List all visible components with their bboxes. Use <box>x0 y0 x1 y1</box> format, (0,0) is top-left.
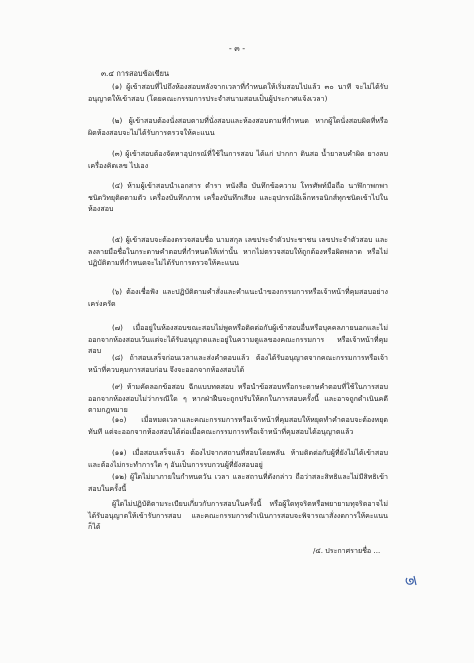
rule-item: (๑๒) ผู้ใดไม่มาภายในกำหนดวัน เวลา และสถานที่ดังกล่าว ถือว่าสละสิทธิและไม่มีสิทธิเข้าสอบในครั้งนี้ <box>88 472 388 493</box>
rule-item: (๑๐) เมื่อหมดเวลาและคณะกรรมการหรือเจ้าหน้าที่คุมสอบให้หยุดทำคำตอบจะต้องหยุดทันที แต่จะออกจากห้องสอบได้ต่อเมื่อคณะกรรมการหรือเจ้าหน้าที่คุมสอบได้อนุญาตแล้ว <box>88 415 388 436</box>
rule-item: (๘) ถ้าสอบเสร็จก่อนเวลาและส่งคำตอบแล้ว ต้องได้รับอนุญาตจากคณะกรรมการหรือเจ้าหน้าที่ควบคุมการสอบก่อน จึงจะออกจากห้องสอบได้ <box>88 353 388 374</box>
rule-item: (๔) ห้ามผู้เข้าสอบนำเอกสาร ตำรา หนังสือ บันทึกข้อความ โทรศัพท์มือถือ นาฬิกาพกพาชนิดวิทยุติดตามตัว เครื่องบันทึกภาพ เครื่องบันทึกเสียง และอุปกรณ์อิเล็กทรอนิกส์ทุกชนิดเข้าไปในห้องสอบ <box>88 181 388 214</box>
rule-item: (๑) ผู้เข้าสอบที่ไปถึงห้องสอบหลังจากเวลาที่กำหนดให้เริ่มสอบไปแล้ว ๓๐ นาที จะไม่ได้รับอนุญาตให้เข้าสอบ (โดยคณะกรรมการประจำสนามสอบเป็นผู้ประกาศแจ้งเวลา) <box>88 82 388 103</box>
continuation-note: /๔. ประกาศรายชื่อ ... <box>313 546 381 555</box>
closing-note: ผู้ใดไม่ปฏิบัติตามระเบียบเกี่ยวกับการสอบในครั้งนี้ หรือผู้ใดทุจริตหรือพยายามทุจริตอาจไม่ได้รับอนุญาตให้เข้ารับการสอบ และคณะกรรมการดำเนินการสอบจะพิจารณาสั่งงดการให้คะแนนก็ได้ <box>88 499 388 532</box>
rule-item: (๗) เมื่ออยู่ในห้องสอบขณะสอบไม่พูดหรือติดต่อกับผู้เข้าสอบอื่นหรือบุคคลภายนอกและไม่ออกจากห้องสอบเว้นแต่จะได้รับอนุญาตและอยู่ในความดูแลของคณะกรรมการ หรือเจ้าหน้าที่คุมสอบ <box>88 323 388 356</box>
rule-item: (๕) ผู้เข้าสอบจะต้องตรวจสอบชื่อ นามสกุล เลขประจำตัวประชาชน เลขประจำตัวสอบ และลงลายมือชื่อในกระดาษคำตอบที่กำหนดให้เท่านั้น หากไม่ตรวจสอบให้ถูกต้องหรือผิดพลาด หรือไม่ปฏิบัติตามที่กำหนดจะไม่ได้รับการตรวจให้คะแนน <box>88 235 388 268</box>
signature-mark <box>402 573 420 589</box>
rule-item: (๑๑) เมื่อสอบเสร็จแล้ว ต้องไปจากสถานที่สอบโดยพลัน ห้ามติดต่อกับผู้ที่ยังไม่ได้เข้าสอบและต้องไม่กระทำการใด ๆ อันเป็นการรบกวนผู้ที่ยังสอบอยู่ <box>88 448 388 469</box>
rule-item: (๒) ผู้เข้าสอบต้องนั่งสอบตามที่นั่งสอบและห้องสอบตามที่กำหนด หากผู้ใดนั่งสอบผิดที่หรือผิดห้องสอบจะไม่ได้รับการตรวจให้คะแนน <box>88 116 388 137</box>
rule-item: (๓) ผู้เข้าสอบต้องจัดหาอุปกรณ์ที่ใช้ในการสอบ ได้แก่ ปากกา ดินสอ น้ำยาลบคำผิด ยางลบ เครื่องคิดเลข ไปเอง <box>88 149 388 170</box>
rule-item: (๖) ต้องเชื่อฟัง และปฏิบัติตามคำสั่งและคำแนะนำของกรรมการหรือเจ้าหน้าที่คุมสอบอย่างเคร่งครัด <box>88 287 388 308</box>
page-number: - ๓ - <box>228 44 246 53</box>
section-heading: ๓.๔ การสอบข้อเขียน <box>101 69 170 78</box>
rule-item: (๙) ห้ามคัดลอกข้อสอบ ฉีกแบบทดสอบ หรือนำข้อสอบหรือกระดาษคำตอบที่ใช้ในการสอบออกจากห้องสอบไม่ว่ากรณีใด ๆ หากฝ่าฝืนจะถูกปรับให้ตกในการสอบครั้งนี้ และอาจถูกดำเนินคดีตามกฎหมาย <box>88 382 388 415</box>
